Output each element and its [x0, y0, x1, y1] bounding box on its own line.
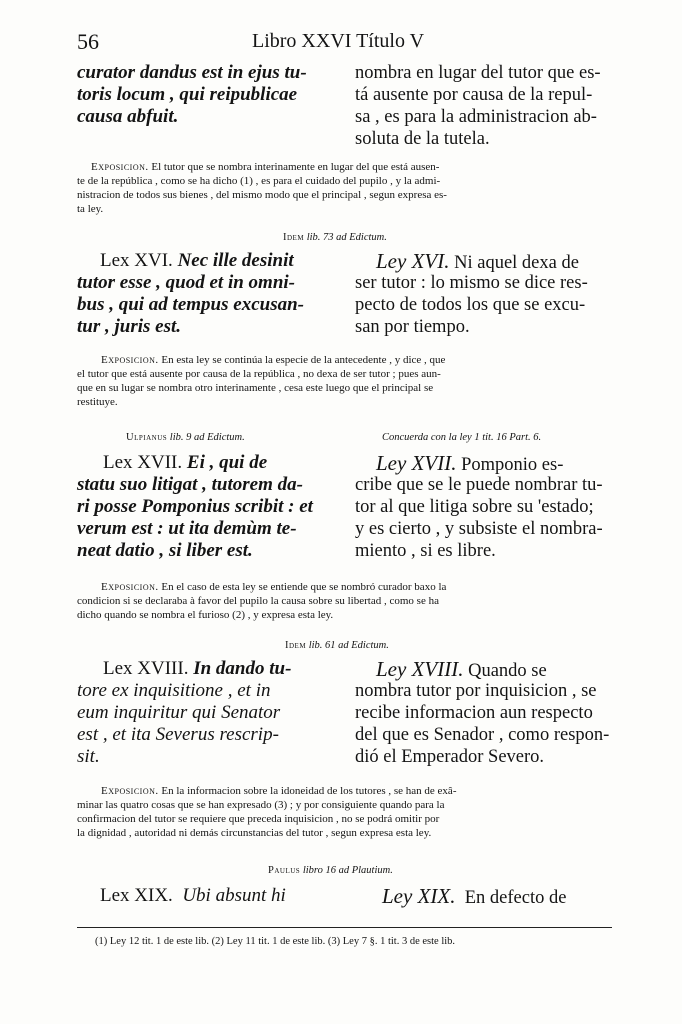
- latin-line: tore ex inquisitione , et in: [77, 680, 271, 701]
- page-number: 56: [77, 29, 99, 54]
- ley-heading: Ley XIX.: [382, 884, 456, 908]
- latin-line: tutor esse , quod et in omni-: [77, 272, 295, 293]
- spanish-line: Quando se: [468, 661, 547, 681]
- spanish-line: cribe que se le puede nombrar tu-: [355, 475, 603, 495]
- citation-source: lib. 73 ad Edictum.: [306, 232, 387, 243]
- spanish-line: tor al que litiga sobre su 'estado;: [355, 497, 594, 517]
- latin-column-continuation: [77, 62, 307, 128]
- spanish-line: ser tutor : lo mismo se dice res-: [355, 273, 588, 293]
- exposicion-1: [77, 160, 612, 216]
- lex-heading: Lex XIX.: [100, 885, 173, 906]
- exposicion-line: minar las quatro cosas que se han expresado (3) ; y por consiguiente quando para la: [77, 799, 445, 811]
- spanish-line: dió el Emperador Severo.: [355, 747, 545, 767]
- latin-line: statu suo litigat , tutorem da-: [77, 474, 303, 495]
- lex-heading: Lex XVI.: [100, 250, 173, 271]
- ley-heading: Ley XVI.: [376, 249, 450, 273]
- exposicion-line: En esta ley se continúa la especie de la antecedente , y dice , que: [161, 354, 446, 366]
- spanish-line: recibe informacion aun respecto: [355, 703, 593, 723]
- exposicion-line: dicho quando se nombra el furioso (2) , y expresa esta ley.: [77, 609, 334, 621]
- exposicion-line: confirmacion del tutor se requiere que preceda inquisicion , no se podrá omitir por: [77, 813, 440, 825]
- lex-xvi-latin: [77, 250, 304, 338]
- exposicion-line: condicion si se declaraba à favor del pupilo la causa sobre su libertad , como se ha: [77, 595, 439, 607]
- latin-line: Ei , qui de: [186, 452, 268, 473]
- latin-line: eum inquiritur qui Senator: [77, 702, 281, 723]
- latin-line: ri posse Pomponius scribit : et: [77, 496, 313, 517]
- citation-source: lib. 9 ad Edictum.: [169, 432, 245, 443]
- exposicion-label: Exposicion.: [101, 785, 159, 797]
- exposicion-line: nistracion de todos sus bienes , del mismo modo que el principal , segun expresa es-: [77, 189, 447, 201]
- exposicion-label: Exposicion.: [91, 161, 149, 173]
- exposicion-label: Exposicion.: [101, 354, 159, 366]
- spanish-line: miento , si es libre.: [355, 541, 496, 561]
- exposicion-line: el tutor que está ausente por causa de la república , no dexa de ser tutor ; pues aun-: [77, 368, 441, 380]
- ley-xvi-spanish: [355, 249, 588, 338]
- footnotes: (1) Ley 12 tit. 1 de este lib. (2) Ley 11 tit. 1 de este lib. (3) Ley 7 §. 1 tit. 3 de este lib.: [95, 936, 456, 947]
- exposicion-line: que en su lugar se nombra otro interinamente , cesa este luego que el principal se: [77, 382, 434, 394]
- latin-line: Nec ille desinit: [177, 250, 294, 271]
- lex-heading: Lex XVIII.: [103, 658, 189, 679]
- latin-line: In dando tu-: [193, 658, 292, 679]
- spanish-line: tá ausente por causa de la repul-: [355, 85, 593, 105]
- ley-xviii-spanish: [355, 657, 610, 768]
- spanish-line: sa , es para la administracion ab-: [355, 107, 597, 127]
- latin-line: est , et ita Severus rescrip-: [77, 724, 279, 745]
- exposicion-line: En el caso de esta ley se entiende que se nombró curador baxo la: [161, 581, 447, 593]
- exposicion-line: En la informacion sobre la idoneidad de los tutores , se han de exâ-: [161, 785, 457, 797]
- latin-line: bus , qui ad tempus excusan-: [77, 294, 304, 315]
- latin-line: causa abfuit.: [77, 106, 179, 127]
- latin-line: neat datio , si liber est.: [77, 540, 253, 561]
- exposicion-line: El tutor que se nombra interinamente en lugar del que está ausen-: [151, 161, 440, 173]
- citation-idem-61: [285, 640, 389, 651]
- spanish-line: En defecto de: [464, 888, 567, 908]
- spanish-line: pecto de todos los que se excu-: [355, 295, 586, 315]
- exposicion-label: Exposicion.: [101, 581, 159, 593]
- citation-author: Ulpianus: [126, 432, 168, 443]
- citation-author: Idem: [285, 640, 307, 651]
- latin-line: Ubi absunt hi: [182, 885, 286, 906]
- latin-line: tur , juris est.: [77, 316, 182, 337]
- citation-ulpianus: [126, 432, 245, 443]
- lex-heading: Lex XVII.: [103, 452, 183, 473]
- exposicion-line: restituye.: [77, 396, 118, 408]
- citation-source: lib. 61 ad Edictum.: [308, 640, 389, 651]
- citation-author: Idem: [283, 232, 305, 243]
- latin-line: verum est : ut ita demùm te-: [77, 518, 297, 539]
- footnote-divider: [77, 927, 612, 928]
- exposicion-line: te de la república , como se ha dicho (1) , es para el cuidado del pupilo , y la admi-: [77, 175, 441, 187]
- ley-xvii-spanish: [355, 451, 603, 562]
- lex-xix-latin: [100, 885, 286, 907]
- exposicion-line: ta ley.: [77, 203, 104, 215]
- spanish-line: del que es Senador , como respon-: [355, 725, 610, 745]
- lex-xvii-latin: [77, 452, 313, 562]
- spanish-line: Ni aquel dexa de: [454, 253, 579, 273]
- latin-line: sit.: [77, 746, 100, 767]
- spanish-line: nombra en lugar del tutor que es-: [355, 63, 601, 83]
- running-title: Libro XXVI Título V: [252, 30, 425, 52]
- citation-concuerda: Concuerda con la ley 1 tit. 16 Part. 6.: [382, 432, 542, 443]
- exposicion-2: [77, 353, 612, 409]
- spanish-line: y es cierto , y subsiste el nombra-: [355, 519, 603, 539]
- exposicion-line: la dignidad , autoridad ni demás circunstancias del tutor , segun expresa esta ley.: [77, 827, 432, 839]
- spanish-column-continuation: [355, 62, 601, 150]
- citation-author: Paulus: [268, 865, 301, 876]
- spanish-line: nombra tutor por inquisicion , se: [355, 681, 597, 701]
- citation-idem-73: [283, 232, 387, 243]
- exposicion-3: [77, 580, 612, 622]
- ley-heading: Ley XVIII.: [376, 657, 464, 681]
- exposicion-4: [77, 784, 612, 840]
- citation-paulus: [268, 865, 393, 876]
- spanish-line: Pomponio es-: [461, 455, 564, 475]
- latin-line: toris locum , qui reipublicae: [77, 84, 298, 105]
- lex-xviii-latin: [77, 658, 292, 768]
- ley-xix-spanish: [382, 885, 566, 907]
- spanish-line: san por tiempo.: [355, 317, 470, 337]
- citation-source: libro 16 ad Plautium.: [302, 865, 393, 876]
- latin-line: curator dandus est in ejus tu-: [77, 62, 307, 83]
- spanish-line: soluta de la tutela.: [355, 129, 490, 149]
- ley-heading: Ley XVII.: [376, 451, 457, 475]
